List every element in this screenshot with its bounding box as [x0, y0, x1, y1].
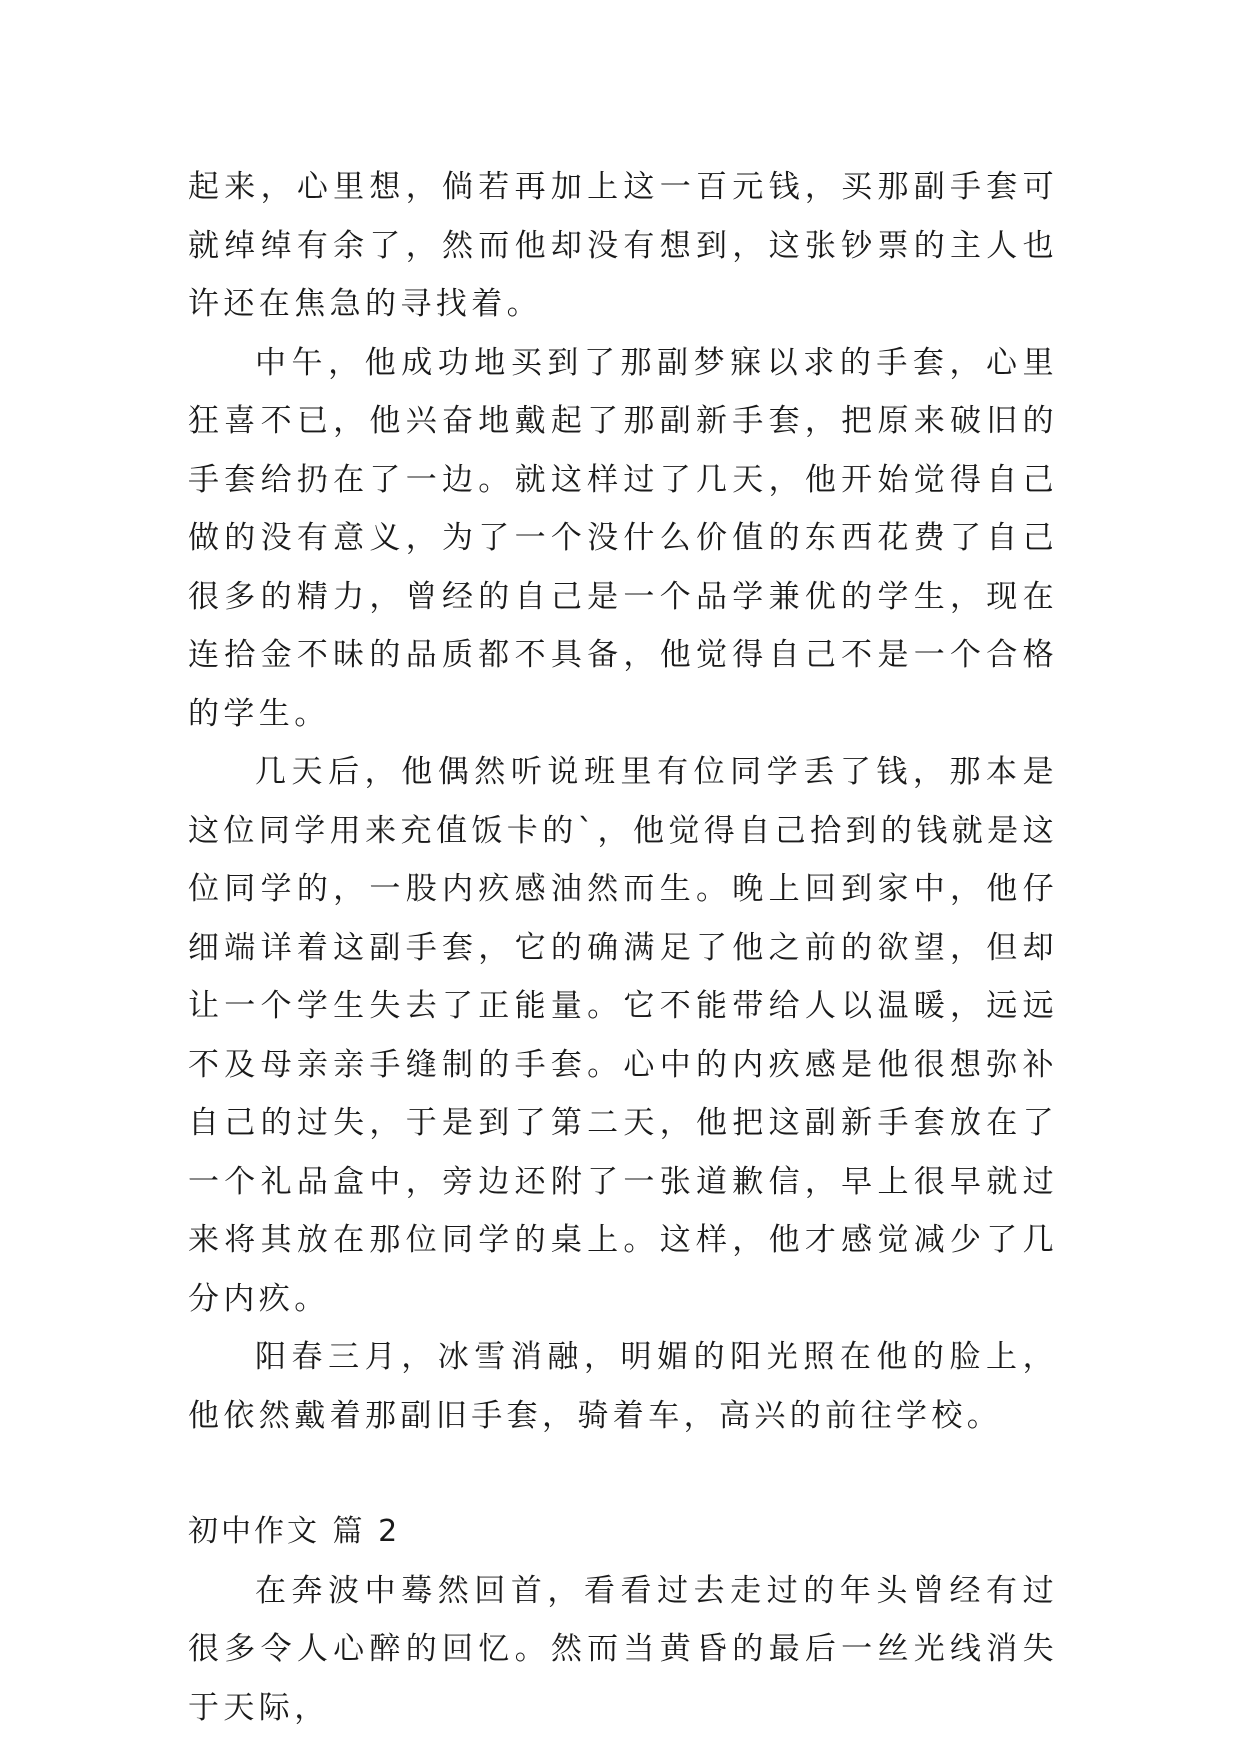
section-heading: 初中作文 篇 2 [188, 1514, 401, 1549]
paragraph-section2-first: 在奔波中蓦然回首，看看过去走过的年头曾经有过很多令人心醉的回忆。然而当黄昏的最后一丝光线消失于天际， [188, 1572, 1058, 1726]
section-spacer [188, 1445, 1058, 1503]
paragraph-days-later: 几天后，他偶然听说班里有位同学丢了钱，那本是这位同学用来充值饭卡的`，他觉得自己拾到的钱就是这位同学的，一股内疚感油然而生。晚上回到家中，他仔细端详着这副手套，它的确满足了他之前的欲望，但却让一个学生失去了正能量。它不能带给人以温暖，远远不及母亲亲手缝制的手套。心中的内疚感是他很想弥补自己的过失，于是到了第二天，他把这副新手套放在了一个礼品盒中，旁边还附了一张道歉信，早上很早就过来将其放在那位同学的桌上。这样，他才感觉减少了几分内疚。 [188, 754, 1058, 1317]
document-body [188, 158, 1058, 1737]
paragraph-noon: 中午，他成功地买到了那副梦寐以求的手套，心里狂喜不已，他兴奋地戴起了那副新手套，把原来破旧的手套给扔在了一边。就这样过了几天，他开始觉得自己做的没有意义，为了一个没什么价值的东西花费了自己很多的精力，曾经的自己是一个品学兼优的学生，现在连拾金不昧的品质都不具备，他觉得自己不是一个合格的学生。 [188, 344, 1058, 732]
paragraph-continuation: 起来，心里想，倘若再加上这一百元钱，买那副手套可就绰绰有余了，然而他却没有想到，这张钞票的主人也许还在焦急的寻找着。 [188, 169, 1058, 322]
paragraph-spring: 阳春三月，冰雪消融，明媚的阳光照在他的脸上，他依然戴着那副旧手套，骑着车，高兴的前往学校。 [188, 1339, 1058, 1434]
